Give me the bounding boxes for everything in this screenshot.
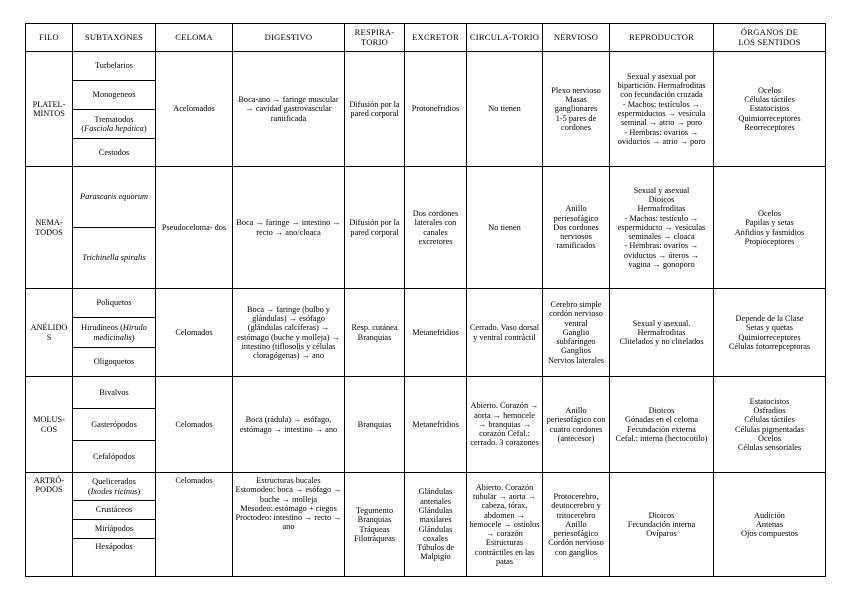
subtaxon-cefalopodos: Cefalópodos xyxy=(73,441,156,473)
subtaxon-trematodos xyxy=(73,110,156,139)
subtaxon-hirudineos xyxy=(73,318,156,348)
respiratorio-platelmintos: Difusión por la pared corporal xyxy=(345,52,405,167)
header-row xyxy=(26,24,826,52)
subtaxon-gasteropodos: Gasterópodos xyxy=(73,409,156,441)
circulatorio-platelmintos: No tienen xyxy=(467,52,543,167)
subtaxon-quelicerados-name: Quelicerados xyxy=(92,477,136,487)
excretor-platelmintos: Protonefridios xyxy=(405,52,467,167)
subtaxon-turbelarios: Turbelarios xyxy=(73,52,156,81)
header-digestivo: DIGESTIVO xyxy=(233,24,345,52)
table-row-platelmintos xyxy=(26,52,826,81)
celoma-nematodos: Pseudoceloma- dos xyxy=(156,167,233,289)
paren-close: ) xyxy=(143,124,147,133)
subtaxon-trematodos-name: Trematodos xyxy=(94,114,134,124)
zoology-comparison-table xyxy=(25,23,826,577)
header-subtaxones: SUBTAXONES xyxy=(73,24,156,52)
celoma-platelmintos: Acelomados xyxy=(156,52,233,167)
sentidos-moluscos: Estatocistos Osfradios Células táctiles Células pigmentadas Ocelos Células sensoriales xyxy=(714,377,826,473)
header-filo: FILO xyxy=(26,24,73,52)
respiratorio-nematodos: Difusión por la pared corporal xyxy=(345,167,405,289)
filo-nematodos: NEMA- TODOS xyxy=(26,167,73,289)
celoma-moluscos: Celomados xyxy=(156,377,233,473)
nervioso-anelidos: Cerebro simple cordón nervioso ventral Ganglio subfaríngeo Ganglios Nervios laterales xyxy=(543,289,610,377)
circulatorio-artropodos: Abierto. Corazón tubular → aorta → cabeza, tórax, abdomen → hemocele → ostiolos → corazón Estructuras contráctiles en las patas xyxy=(467,473,543,577)
digestivo-artropodos: Estructuras bucales Estomodeo: boca → esófago → buche → molleja Mesodeo: estómago + ciegos Proctodeo: intestino → recto → ano xyxy=(233,473,345,577)
reproductor-moluscos: Dioicos Gónadas en el celoma Fecundación externa Cefal.: interna (hectocotilo) xyxy=(610,377,714,473)
species-fasciola: Fasciola hepática xyxy=(84,124,144,133)
digestivo-anelidos: Boca → faringe (bulbo y glándulas) → esófago (glándulas calcíferas) → estómago (buche y molleja) → intestino (tiflosolis y células cloragógenas) → ano xyxy=(233,289,345,377)
header-respiratorio: RESPIRA- TORIO xyxy=(345,24,405,52)
species-hirudo: Hirudo medicinalis xyxy=(93,323,147,342)
nervioso-moluscos: Anillo periesofágico con cuatro cordones (antecesor) xyxy=(543,377,610,473)
reproductor-platelmintos: Sexual y asexual por bipartición. Hermafroditas con fecundación cruzada - Machos: testículos → espermiductos → vesícula seminal → atrio → poro - Hembras: ovarios → oviductos → atrio → poro xyxy=(610,52,714,167)
filo-artropodos: ARTRÓ- PODOS xyxy=(26,473,73,577)
subtaxon-miriapodos: Miriápodos xyxy=(73,520,156,539)
table-row-nematodos xyxy=(26,167,826,228)
header-nervioso: NERVIOSO xyxy=(543,24,610,52)
celoma-artropodos: Celomados xyxy=(156,473,233,577)
species-ixodes: Ixodes ricinus xyxy=(90,486,138,496)
respiratorio-moluscos: Branquias xyxy=(345,377,405,473)
sentidos-platelmintos: Ocelos Células táctiles Estatocistos Quimiorreceptores Reorreceptores xyxy=(714,52,826,167)
header-circulatorio: CIRCULA-TORIO xyxy=(467,24,543,52)
nervioso-platelmintos: Plexo nervioso Masas ganglionares 1-5 pares de cordones xyxy=(543,52,610,167)
paren-open: ( xyxy=(87,486,91,496)
subtaxon-quelicerados xyxy=(73,473,156,501)
subtaxon-bivalvos: Bivalvos xyxy=(73,377,156,409)
paren-close: ) xyxy=(137,486,141,496)
excretor-artropodos: Glándulas antenales Glándulas maxilares Glándulas coxales Túbulos de Malpigio xyxy=(405,473,467,577)
subtaxon-parascaris xyxy=(73,167,156,228)
circulatorio-nematodos: No tienen xyxy=(467,167,543,289)
header-excretor: EXCRETOR xyxy=(405,24,467,52)
filo-anelidos: ANÉLIDO S xyxy=(26,289,73,377)
digestivo-platelmintos: Boca-ano → faringe muscular → cavidad gastrovascular ramificada xyxy=(233,52,345,167)
digestivo-moluscos: Boca (rádula) → esófago, estómago → intestino → ano xyxy=(233,377,345,473)
subtaxon-crustaceos: Crustáceos xyxy=(73,501,156,520)
species-trichinella: Trichinella spiralis xyxy=(82,253,146,263)
celoma-anelidos: Celomados xyxy=(156,289,233,377)
nervioso-nematodos: Anillo periesofágico Dos cordones nerviosos ramificados xyxy=(543,167,610,289)
table-row-artropodos xyxy=(26,473,826,501)
header-sentidos: ÓRGANOS DE LOS SENTIDOS xyxy=(714,24,826,52)
excretor-moluscos: Metanefridios xyxy=(405,377,467,473)
sentidos-nematodos: Ocelos Papilas y setas Anfidios y fasmidios Propioceptores xyxy=(714,167,826,289)
digestivo-nematodos: Boca → faringe → intestino → recto → ano/cloaca xyxy=(233,167,345,289)
excretor-nematodos: Dos cordones laterales con canales excretores xyxy=(405,167,467,289)
sentidos-artropodos: Audición Antenas Ojos compuestos xyxy=(714,473,826,577)
subtaxon-monogeneos: Monogeneos xyxy=(73,81,156,110)
reproductor-anelidos: Sexual y asexual. Hermafroditas Clitelados y no clitelados xyxy=(610,289,714,377)
subtaxon-oligoquetos: Oligoquetos xyxy=(73,348,156,377)
header-reproductor: REPRODUCTOR xyxy=(610,24,714,52)
reproductor-artropodos: Dioicos Fecundación interna Ovíparos xyxy=(610,473,714,577)
paren-close: ) xyxy=(131,332,135,342)
excretor-anelidos: Metanefridios xyxy=(405,289,467,377)
table-row-moluscos xyxy=(26,377,826,409)
paren-open: ( xyxy=(81,124,85,133)
subtaxon-hexapodos: Hexápodos xyxy=(73,539,156,577)
reproductor-nematodos: Sexual y asexual Dioicos Hermafroditas - Machos: testículo → espermiducto → vesículas seminales → cloaca - Hembras: ovarios → oviductos → úteros → vagina → gonoporo xyxy=(610,167,714,289)
sentidos-anelidos: Depende de la Clase Setas y quetas Quimiorreceptores Células fotorrepceptoras xyxy=(714,289,826,377)
respiratorio-anelidos: Resp. cutánea Branquias xyxy=(345,289,405,377)
table-row-anelidos xyxy=(26,289,826,318)
filo-platelmintos: PLATEL- MINTOS xyxy=(26,52,73,167)
subtaxon-poliquetos: Poliquetos xyxy=(73,289,156,318)
subtaxon-trichinella xyxy=(73,228,156,289)
species-parascaris: Parascaris equorum xyxy=(80,192,148,202)
circulatorio-moluscos: Abierto. Corazón → aorta → hemocele → branquias → corazón Cefal.: cerrado. 3 corazones xyxy=(467,377,543,473)
circulatorio-anelidos: Cerrado. Vaso dorsal y ventral contráctil xyxy=(467,289,543,377)
filo-moluscos: MOLUS- COS xyxy=(26,377,73,473)
respiratorio-artropodos: Tegumento Branquias Tráqueas Filotráqueas xyxy=(345,473,405,577)
subtaxon-cestodos: Cestodos xyxy=(73,139,156,167)
subtaxon-hirudineos-name: Hirudíneos ( xyxy=(81,323,123,333)
header-celoma: CELOMA xyxy=(156,24,233,52)
nervioso-artropodos: Protocerebro, deutocerebro y tritocerebro Anillo periesofágico Cordón nervioso con ganglios xyxy=(543,473,610,577)
